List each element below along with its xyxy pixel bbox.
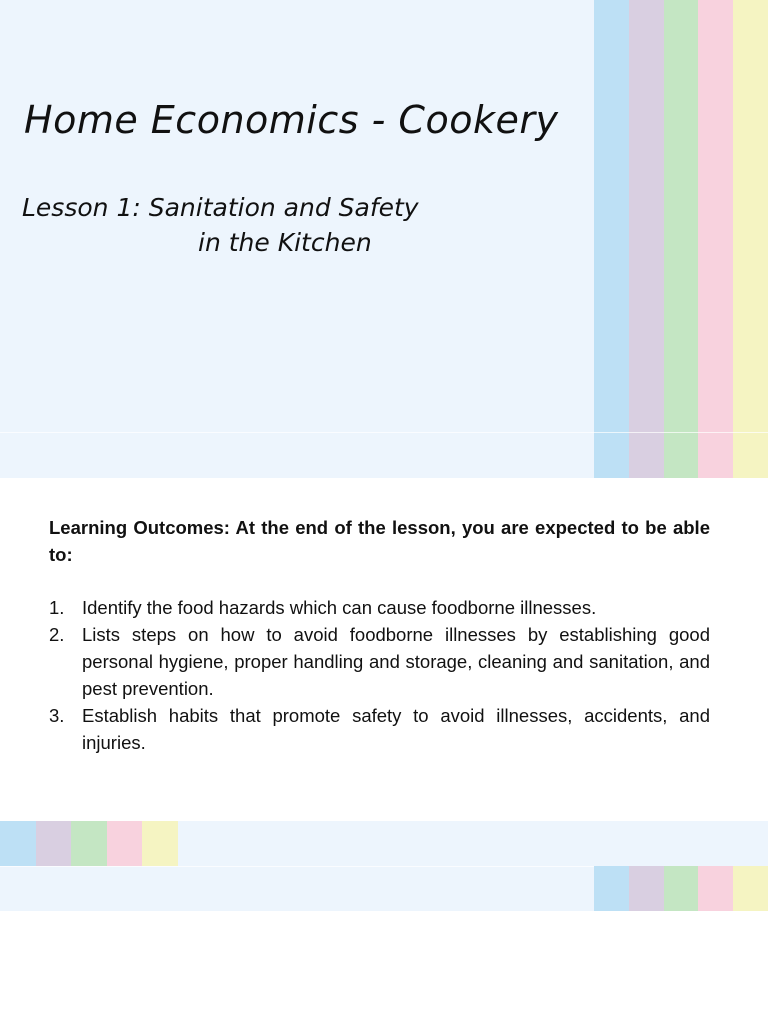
- slide-divider: [0, 432, 768, 433]
- outcomes-intro: Learning Outcomes: At the end of the lesson, you are expected to be able to:: [49, 517, 710, 565]
- stripe-yellow: [733, 866, 768, 911]
- stripe-yellow: [733, 0, 768, 478]
- list-item: [49, 594, 710, 621]
- stripe-pink: [698, 0, 733, 478]
- slide-title: Home Economics - Cookery: [24, 98, 559, 142]
- decorative-stripes-right: [594, 866, 768, 911]
- subtitle-line-1: Lesson 1: Sanitation and Safety: [22, 193, 419, 222]
- list-item: [49, 702, 710, 756]
- list-item: [49, 621, 710, 702]
- decorative-stripes-left: [0, 821, 178, 866]
- list-item-number: 3.: [49, 705, 65, 726]
- list-item-text: Establish habits that promote safety to avoid illnesses, accidents, and injuries.: [82, 705, 710, 753]
- outcomes-content: [49, 514, 710, 756]
- list-item-number: 2.: [49, 624, 65, 645]
- list-item-text: Lists steps on how to avoid foodborne illnesses by establishing good personal hygiene, proper handling and storage, cleaning and sanitation, and pest prevention.: [82, 624, 710, 699]
- stripe-blue: [594, 0, 629, 478]
- outcomes-slide: [0, 478, 768, 911]
- stripe-pink: [107, 821, 143, 866]
- stripe-lavender: [629, 866, 664, 911]
- stripe-green: [664, 0, 699, 478]
- stripe-green: [71, 821, 107, 866]
- list-item-text: Identify the food hazards which can cause foodborne illnesses.: [82, 597, 597, 618]
- stripe-green: [664, 866, 699, 911]
- slide-subtitle: [22, 190, 419, 260]
- title-slide: [0, 0, 768, 478]
- subtitle-line-2: in the Kitchen: [198, 228, 372, 257]
- stripe-pink: [698, 866, 733, 911]
- stripe-yellow: [142, 821, 178, 866]
- outcomes-list: [49, 594, 710, 756]
- stripe-blue: [594, 866, 629, 911]
- stripe-lavender: [36, 821, 72, 866]
- decorative-stripes: [594, 0, 768, 478]
- stripe-lavender: [629, 0, 664, 478]
- stripe-blue: [0, 821, 36, 866]
- list-item-number: 1.: [49, 597, 65, 618]
